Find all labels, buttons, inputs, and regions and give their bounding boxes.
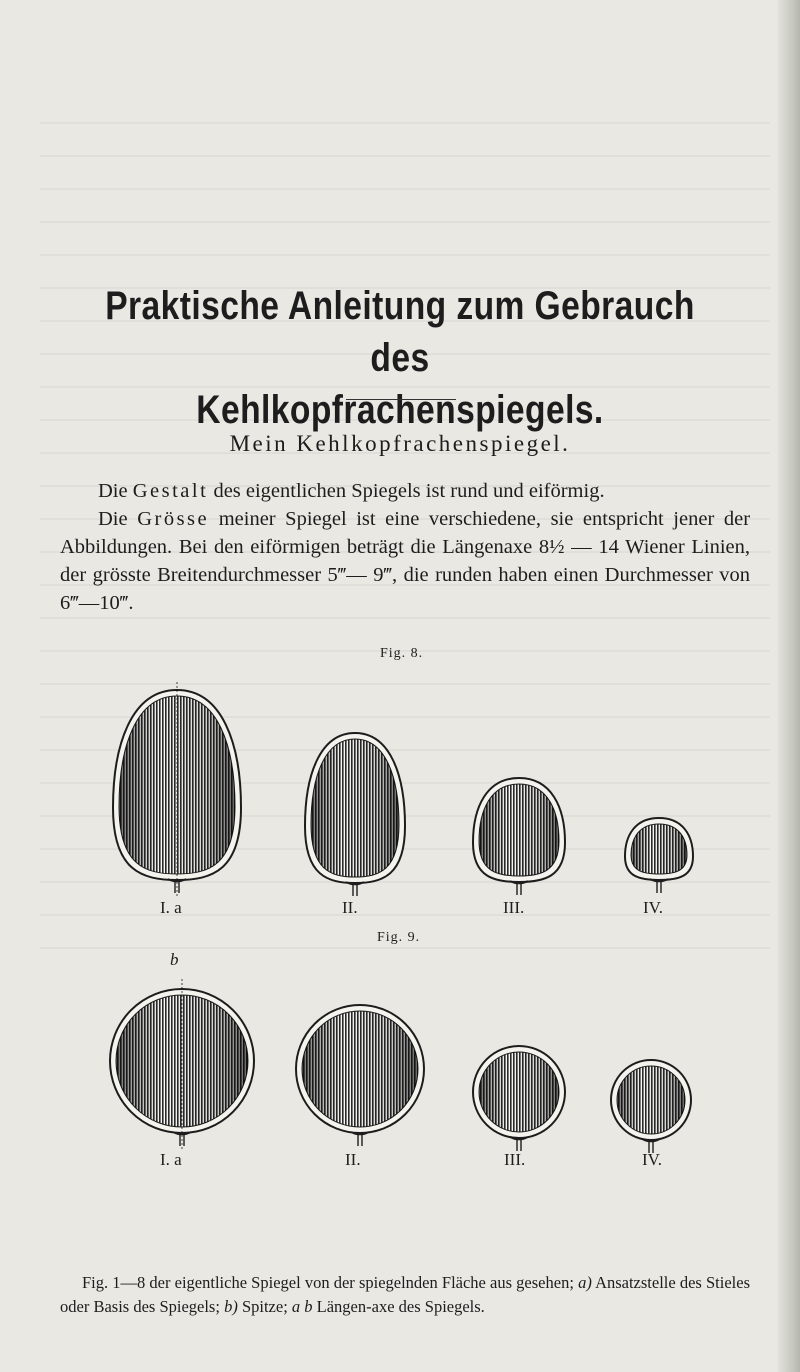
fig9-mirror-IV-shading (617, 1066, 685, 1134)
fig8-label-I: I. a (160, 898, 182, 917)
figure-caption: Fig. 1—8 der eigentliche Spiegel von der spiegelnden Fläche aus gesehen; a) Ansatzstelle des Stieles oder Basis des Spiegels; b) Spitze; a b Längen-axe des Spiegels. (60, 1273, 750, 1316)
title-line-2: Kehlkopfrachenspiegels. (196, 388, 604, 432)
fig9-label-II: II. (345, 1150, 361, 1169)
fig9-mirror-II-shading (302, 1011, 418, 1127)
fig9-label-I: I. a (160, 1150, 182, 1169)
fig8-mirror-IV-shading (631, 824, 687, 874)
term-gestalt: Gestalt (132, 480, 209, 502)
paragraph-shape: Die Gestalt des eigentlichen Spiegels ist rund und eiförmig. (98, 480, 605, 502)
fig9-label: Fig. 9. (377, 930, 421, 945)
fig8-label-II: II. (342, 898, 358, 917)
fig8-label: Fig. 8. (380, 646, 424, 661)
fig9-mirror-III-shading (479, 1052, 559, 1132)
fig8-mirror-II-shading (311, 739, 399, 877)
fig9-label-III: III. (504, 1150, 526, 1169)
fig8-label-IV: IV. (643, 898, 663, 917)
section-heading: Mein Kehlkopfrachenspiegel. (229, 431, 571, 456)
b-marker: b (170, 950, 179, 969)
title-line-1: Praktische Anleitung zum Gebrauch des (105, 284, 695, 380)
fig8-label-III: III. (503, 898, 525, 917)
fig9-label-IV: IV. (642, 1150, 662, 1169)
paragraph-size: Die Grösse meiner Spiegel ist eine verschiedene, sie entspricht jener der Abbildungen. Bei den eiförmigen beträgt die Längenaxe 8½ — 14 Wiener Linien, der grösste Breitendurchmesser 5‴— 9‴, die runden haben einen Durchmesser von 6‴—10‴. (60, 508, 751, 614)
term-groesse: Grösse (137, 508, 210, 530)
fig8-mirror-III-shading (479, 784, 559, 876)
